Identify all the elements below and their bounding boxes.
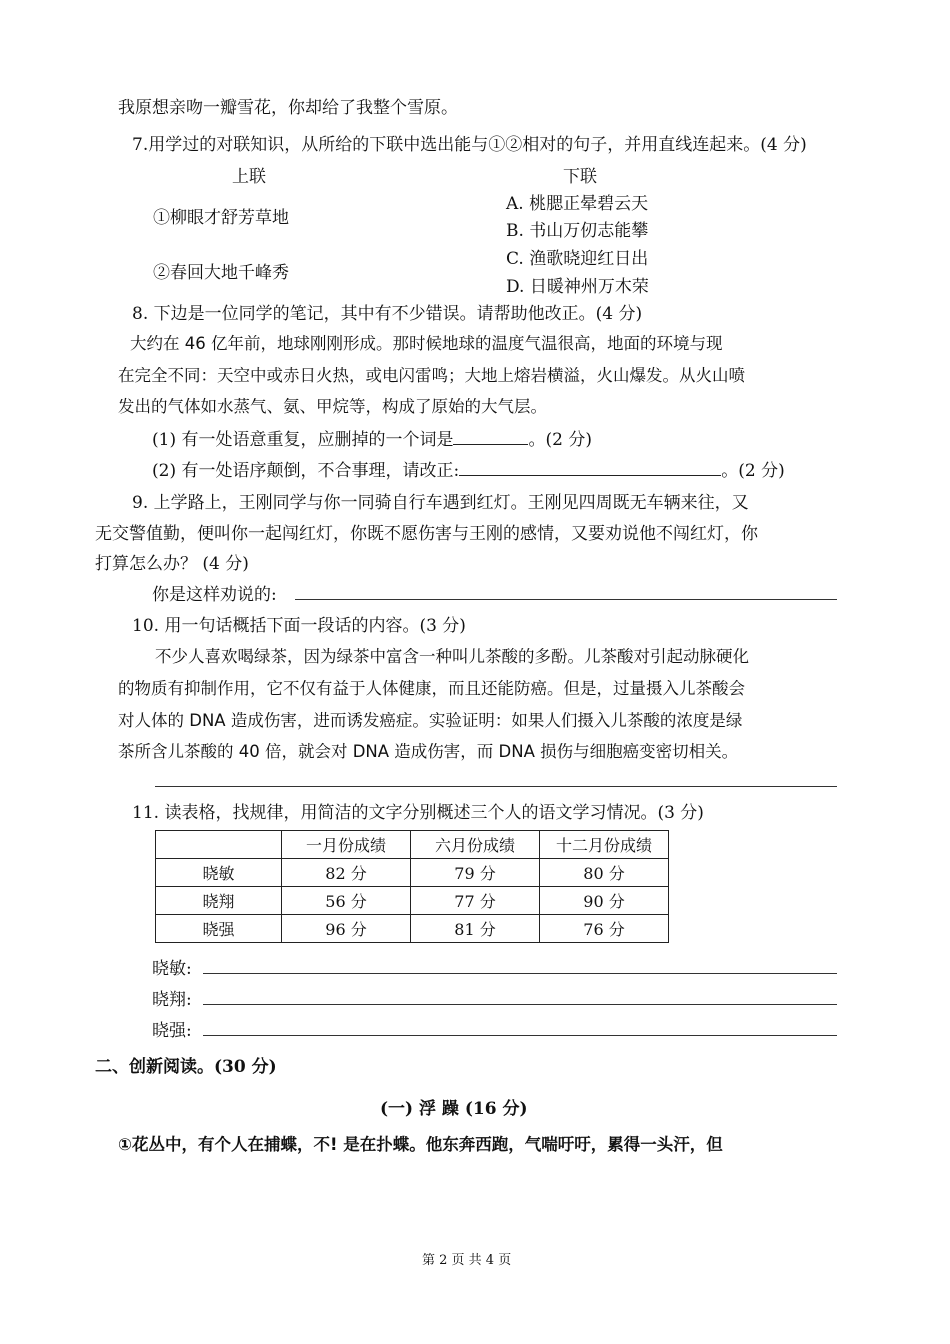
q11-answer-line-2[interactable] (203, 1004, 837, 1005)
q7-upper-2: ②春回大地千峰秀 (153, 263, 289, 283)
q7-lower-c: C. 渔歌晓迎红日出 (506, 249, 649, 269)
table-header-cell: 十二月份成绩 (540, 831, 669, 859)
q8-sub2-text: (2) 有一处语序颠倒，不合事理，请改正: (152, 461, 460, 481)
q8-sub1-blank[interactable] (453, 428, 528, 445)
q7-lower-a: A. 桃腮正晕碧云天 (506, 194, 649, 214)
table-cell: 56 分 (282, 887, 411, 915)
q7-lower-header: 下联 (563, 167, 597, 187)
table-cell: 晓强 (156, 915, 282, 943)
q10-passage-line-2: 的物质有抑制作用，它不仅有益于人体健康，而且还能防癌。但是，过量摄入儿茶酸会 (118, 679, 745, 698)
table-cell: 79 分 (411, 859, 540, 887)
q11-answer-label-2: 晓翔: (152, 990, 192, 1010)
q11-question: 11. 读表格，找规律，用简洁的文字分别概述三个人的语文学习情况。(3 分) (132, 803, 704, 823)
section2-subheading: (一) 浮 躁 (16 分) (380, 1099, 528, 1119)
table-cell: 77 分 (411, 887, 540, 915)
q10-answer-line[interactable] (155, 786, 837, 787)
q9-line-1: 9. 上学路上，王刚同学与你一同骑自行车遇到红灯。王刚见四周既无车辆来往，又 (132, 493, 749, 513)
q7-lower-b: B. 书山万仞志能攀 (506, 221, 649, 241)
table-cell: 81 分 (411, 915, 540, 943)
q7-upper-header: 上联 (232, 167, 266, 187)
q11-answer-line-3[interactable] (203, 1035, 837, 1036)
q8-sub1-score: 。(2 分) (528, 430, 592, 450)
intro-line: 我原想亲吻一瓣雪花，你却给了我整个雪原。 (118, 98, 458, 118)
section2-heading: 二、创新阅读。(30 分) (95, 1057, 277, 1077)
table-row (156, 915, 669, 943)
q10-passage-line-1: 不少人喜欢喝绿茶，因为绿茶中富含一种叫儿茶酸的多酚。儿茶酸对引起动脉硬化 (155, 647, 749, 666)
table-cell: 晓敏 (156, 859, 282, 887)
q8-sub1 (152, 425, 592, 450)
q7-upper-1: ①柳眼才舒芳草地 (153, 208, 289, 228)
q8-sub1-text: (1) 有一处语意重复，应删掉的一个词是 (152, 430, 454, 450)
table-cell: 82 分 (282, 859, 411, 887)
q8-sub2 (152, 456, 785, 481)
q11-answer-label-3: 晓强: (152, 1021, 192, 1041)
q7-question: 7.用学过的对联知识，从所给的下联中选出能与①②相对的句子，并用直线连起来。(4 分) (132, 135, 807, 155)
q8-sub2-score: 。(2 分) (721, 461, 785, 481)
table-cell: 90 分 (540, 887, 669, 915)
q9-answer-label: 你是这样劝说的: (152, 585, 277, 605)
table-row (156, 887, 669, 915)
q9-line-3: 打算怎么办？ (4 分) (95, 554, 249, 574)
page-footer: 第 2 页 共 4 页 (422, 1253, 512, 1268)
table-row (156, 859, 669, 887)
q11-answer-line-1[interactable] (203, 973, 837, 974)
table-header-cell (156, 831, 282, 859)
table-cell: 96 分 (282, 915, 411, 943)
q10-passage-line-4: 茶所含儿茶酸的 40 倍，就会对 DNA 造成伤害，而 DNA 损伤与细胞癌变密切相关。 (118, 742, 739, 761)
score-table (155, 830, 669, 943)
q9-line-2: 无交警值勤，便叫你一起闯红灯，你既不愿伤害与王刚的感情，又要劝说他不闯红灯，你 (95, 524, 758, 544)
q11-answer-label-1: 晓敏: (152, 959, 192, 979)
q7-lower-d: D. 日暖神州万木荣 (506, 277, 649, 297)
section2-first-line: ①花丛中，有个人在捕蝶，不! 是在扑蝶。他东奔西跑，气喘吁吁，累得一头汗，但 (118, 1135, 723, 1154)
q8-question: 8. 下边是一位同学的笔记，其中有不少错误。请帮助他改正。(4 分) (132, 304, 643, 324)
q8-passage-line-2: 在完全不同：天空中或赤日火热，或电闪雷鸣；大地上熔岩横溢，火山爆发。从火山喷 (118, 366, 745, 385)
table-cell: 晓翔 (156, 887, 282, 915)
q9-answer-line[interactable] (295, 599, 837, 600)
table-header-cell: 一月份成绩 (282, 831, 411, 859)
q8-passage-line-1: 大约在 46 亿年前，地球刚刚形成。那时候地球的温度气温很高，地面的环境与现 (130, 334, 723, 353)
table-header-cell: 六月份成绩 (411, 831, 540, 859)
table-cell: 76 分 (540, 915, 669, 943)
table-header-row (156, 831, 669, 859)
q8-passage-line-3: 发出的气体如水蒸气、氨、甲烷等，构成了原始的大气层。 (118, 397, 547, 416)
q10-question: 10. 用一句话概括下面一段话的内容。(3 分) (132, 616, 466, 636)
q10-passage-line-3: 对人体的 DNA 造成伤害，进而诱发癌症。实验证明：如果人们摄入儿茶酸的浓度是绿 (118, 711, 743, 730)
table-cell: 80 分 (540, 859, 669, 887)
q8-sub2-blank[interactable] (459, 459, 721, 476)
